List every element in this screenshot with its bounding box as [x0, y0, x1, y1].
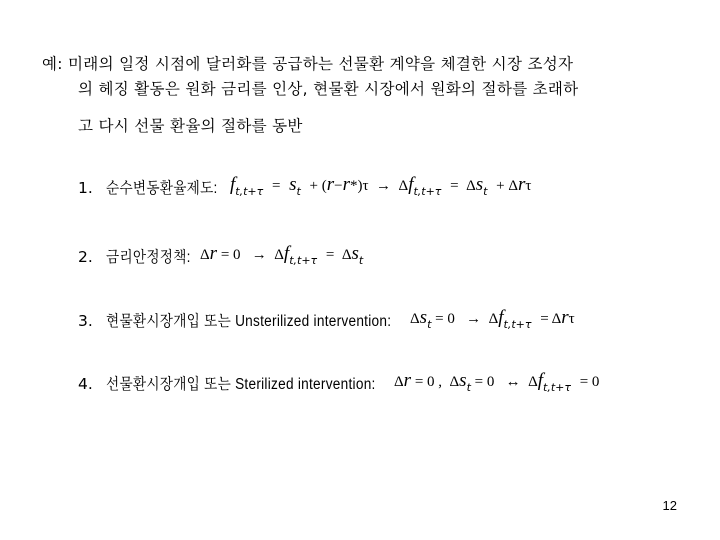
item-2-formula: $\Delta r = 0 \to \Delta f_{t,t+\tau} = \Delta s_t$: [200, 243, 364, 267]
item-1: [78, 174, 532, 198]
item-2-number: 2.: [78, 248, 93, 266]
page-number: 12: [662, 498, 677, 513]
item-4-formula: Δr = 0 , $\Delta s_t = 0$ ↔ $\Delta f_{t,t+\tau} = 0$: [394, 370, 600, 394]
item-3-formula: $\Delta s_t = 0 \to \Delta f_{t,t+\tau} = \Delta r\tau$: [410, 307, 575, 331]
item-3-number: 3.: [78, 312, 93, 330]
item-2: [78, 243, 364, 267]
item-2-label: 금리안정정책:: [105, 249, 191, 266]
item-1-number: 1.: [78, 179, 93, 197]
item-3: [78, 307, 575, 331]
item-1-label: 순수변동환율제도:: [105, 180, 218, 197]
item-4: [78, 370, 600, 394]
intro-line-2: 의 헤징 활동은 원화 금리를 인상, 현물환 시장에서 원화의 절하를 초래하: [78, 80, 579, 98]
item-4-label: 선물환시장개입 또는 Sterilized intervention:: [105, 376, 376, 393]
intro-paragraph: [42, 52, 692, 139]
item-1-formula: $f_{t,t+\tau} = s_t + (r-r*)\tau \to \Delta f_{t,t+\tau} = \Delta s_t + \Delta r\tau$: [230, 174, 532, 198]
item-4-number: 4.: [78, 375, 93, 393]
item-3-label: 현물환시장개입 또는 Unsterilized intervention:: [105, 313, 392, 330]
intro-line-1: 예: 미래의 일정 시점에 달러화를 공급하는 선물환 계약을 체결한 시장 조성자: [42, 55, 574, 73]
intro-line-3: 고 다시 선물 환율의 절하를 동반: [78, 117, 303, 135]
